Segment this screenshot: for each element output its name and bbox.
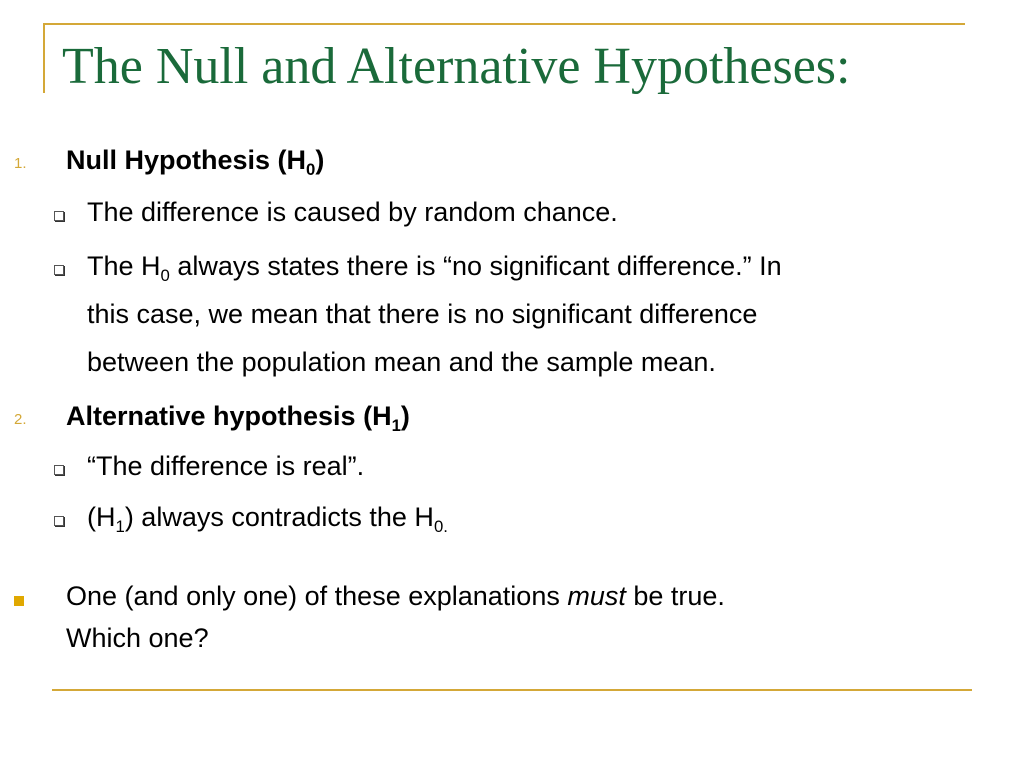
checkbox-bullet-icon [54,516,64,526]
bullet-text-line2: this case, we mean that there is no significant difference [87,299,758,329]
bullet-text-prefix: (H [87,502,116,532]
bullet-text: “The difference is real”. [87,451,365,481]
item-heading-null-suffix: ) [315,145,325,175]
bullet-text-line1-subscript: 0 [160,265,170,285]
bullet-text-subscript-1: 1 [115,516,125,536]
frame-left-rule [43,23,45,93]
bullet-text-line1 [87,242,782,290]
frame-bottom-rule [52,689,972,691]
square-bullet-icon [14,596,24,606]
item-heading-alternative-subscript: 1 [391,415,401,435]
slide-title: The Null and Alternative Hypotheses: [62,38,851,95]
closing-line2: Which one? [66,623,209,653]
closing-emphasis: must [567,581,626,611]
frame-top-rule [43,23,965,25]
item-heading-alternative-prefix: Alternative hypothesis (H [66,401,392,431]
item-number-2: 2. [14,411,27,428]
bullet-text: The difference is caused by random chance. [87,197,618,227]
bullet-text-middle: ) always contradicts the H [124,502,434,532]
bullet-text-line3: between the population mean and the sample mean. [87,347,716,377]
checkbox-bullet-icon [54,465,64,475]
bullet-text-contradicts [87,493,448,541]
item-heading-alternative-suffix: ) [400,401,410,431]
checkbox-bullet-icon [54,265,64,275]
checkbox-bullet-icon [54,211,64,221]
closing-line1-suffix: be true. [625,581,725,611]
item-heading-null-subscript: 0 [306,159,316,179]
bullet-text-line1-suffix: always states there is “no significant difference.” In [169,251,782,281]
closing-line1 [66,576,725,616]
closing-line1-prefix: One (and only one) of these explanations [66,581,568,611]
item-heading-alternative [66,392,410,440]
bullet-text-line1-prefix: The H [87,251,161,281]
bullet-text-subscript-0: 0. [433,516,448,536]
item-number-1: 1. [14,155,27,172]
item-heading-null-prefix: Null Hypothesis (H [66,145,307,175]
item-heading-null [66,136,324,184]
